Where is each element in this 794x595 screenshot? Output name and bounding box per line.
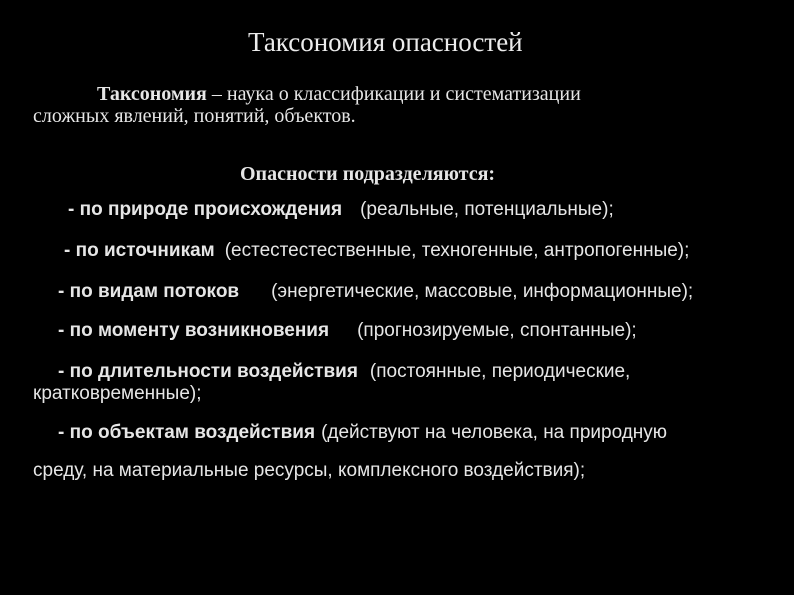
list-item [58, 320, 637, 342]
list-item [33, 361, 753, 405]
list-item [58, 281, 693, 303]
list-item-description: (энергетические, массовые, информационные); [271, 281, 694, 302]
list-item-criterion: - по источникам [64, 240, 215, 261]
list-item-criterion: - по природе происхождения [68, 199, 343, 220]
list-item [33, 422, 773, 482]
definition-text-line1: – наука о классификации и систематизации [206, 83, 581, 105]
list-item-description-cont: среду, на материальные ресурсы, комплексного воздействия); [33, 460, 586, 481]
list-item-description-cont: кратковременные); [33, 383, 202, 404]
definition-paragraph [33, 83, 763, 127]
list-item-criterion: - по моменту возникновения [58, 320, 330, 341]
list-item-criterion: - по длительности воздействия [58, 361, 358, 382]
definition-text-line2: сложных явлений, понятий, объектов. [33, 105, 356, 127]
subheading: Опасности подразделяются: [240, 163, 496, 185]
list-item-description: (действуют на человека, на природную [321, 422, 668, 443]
list-item-description: (прогнозируемые, спонтанные); [357, 320, 637, 341]
list-item [64, 240, 689, 262]
list-item [68, 199, 614, 221]
list-item-criterion: - по видам потоков [58, 281, 240, 302]
slide-title: Таксономия опасностей [248, 27, 523, 57]
definition-term: Таксономия [97, 83, 207, 105]
list-item-description: (естестестественные, техногенные, антропогенные); [224, 240, 690, 261]
list-item-criterion: - по объектам воздействия [58, 422, 316, 443]
list-item-description: (постоянные, периодические, [369, 361, 631, 382]
list-item-description: (реальные, потенциальные); [360, 199, 614, 220]
